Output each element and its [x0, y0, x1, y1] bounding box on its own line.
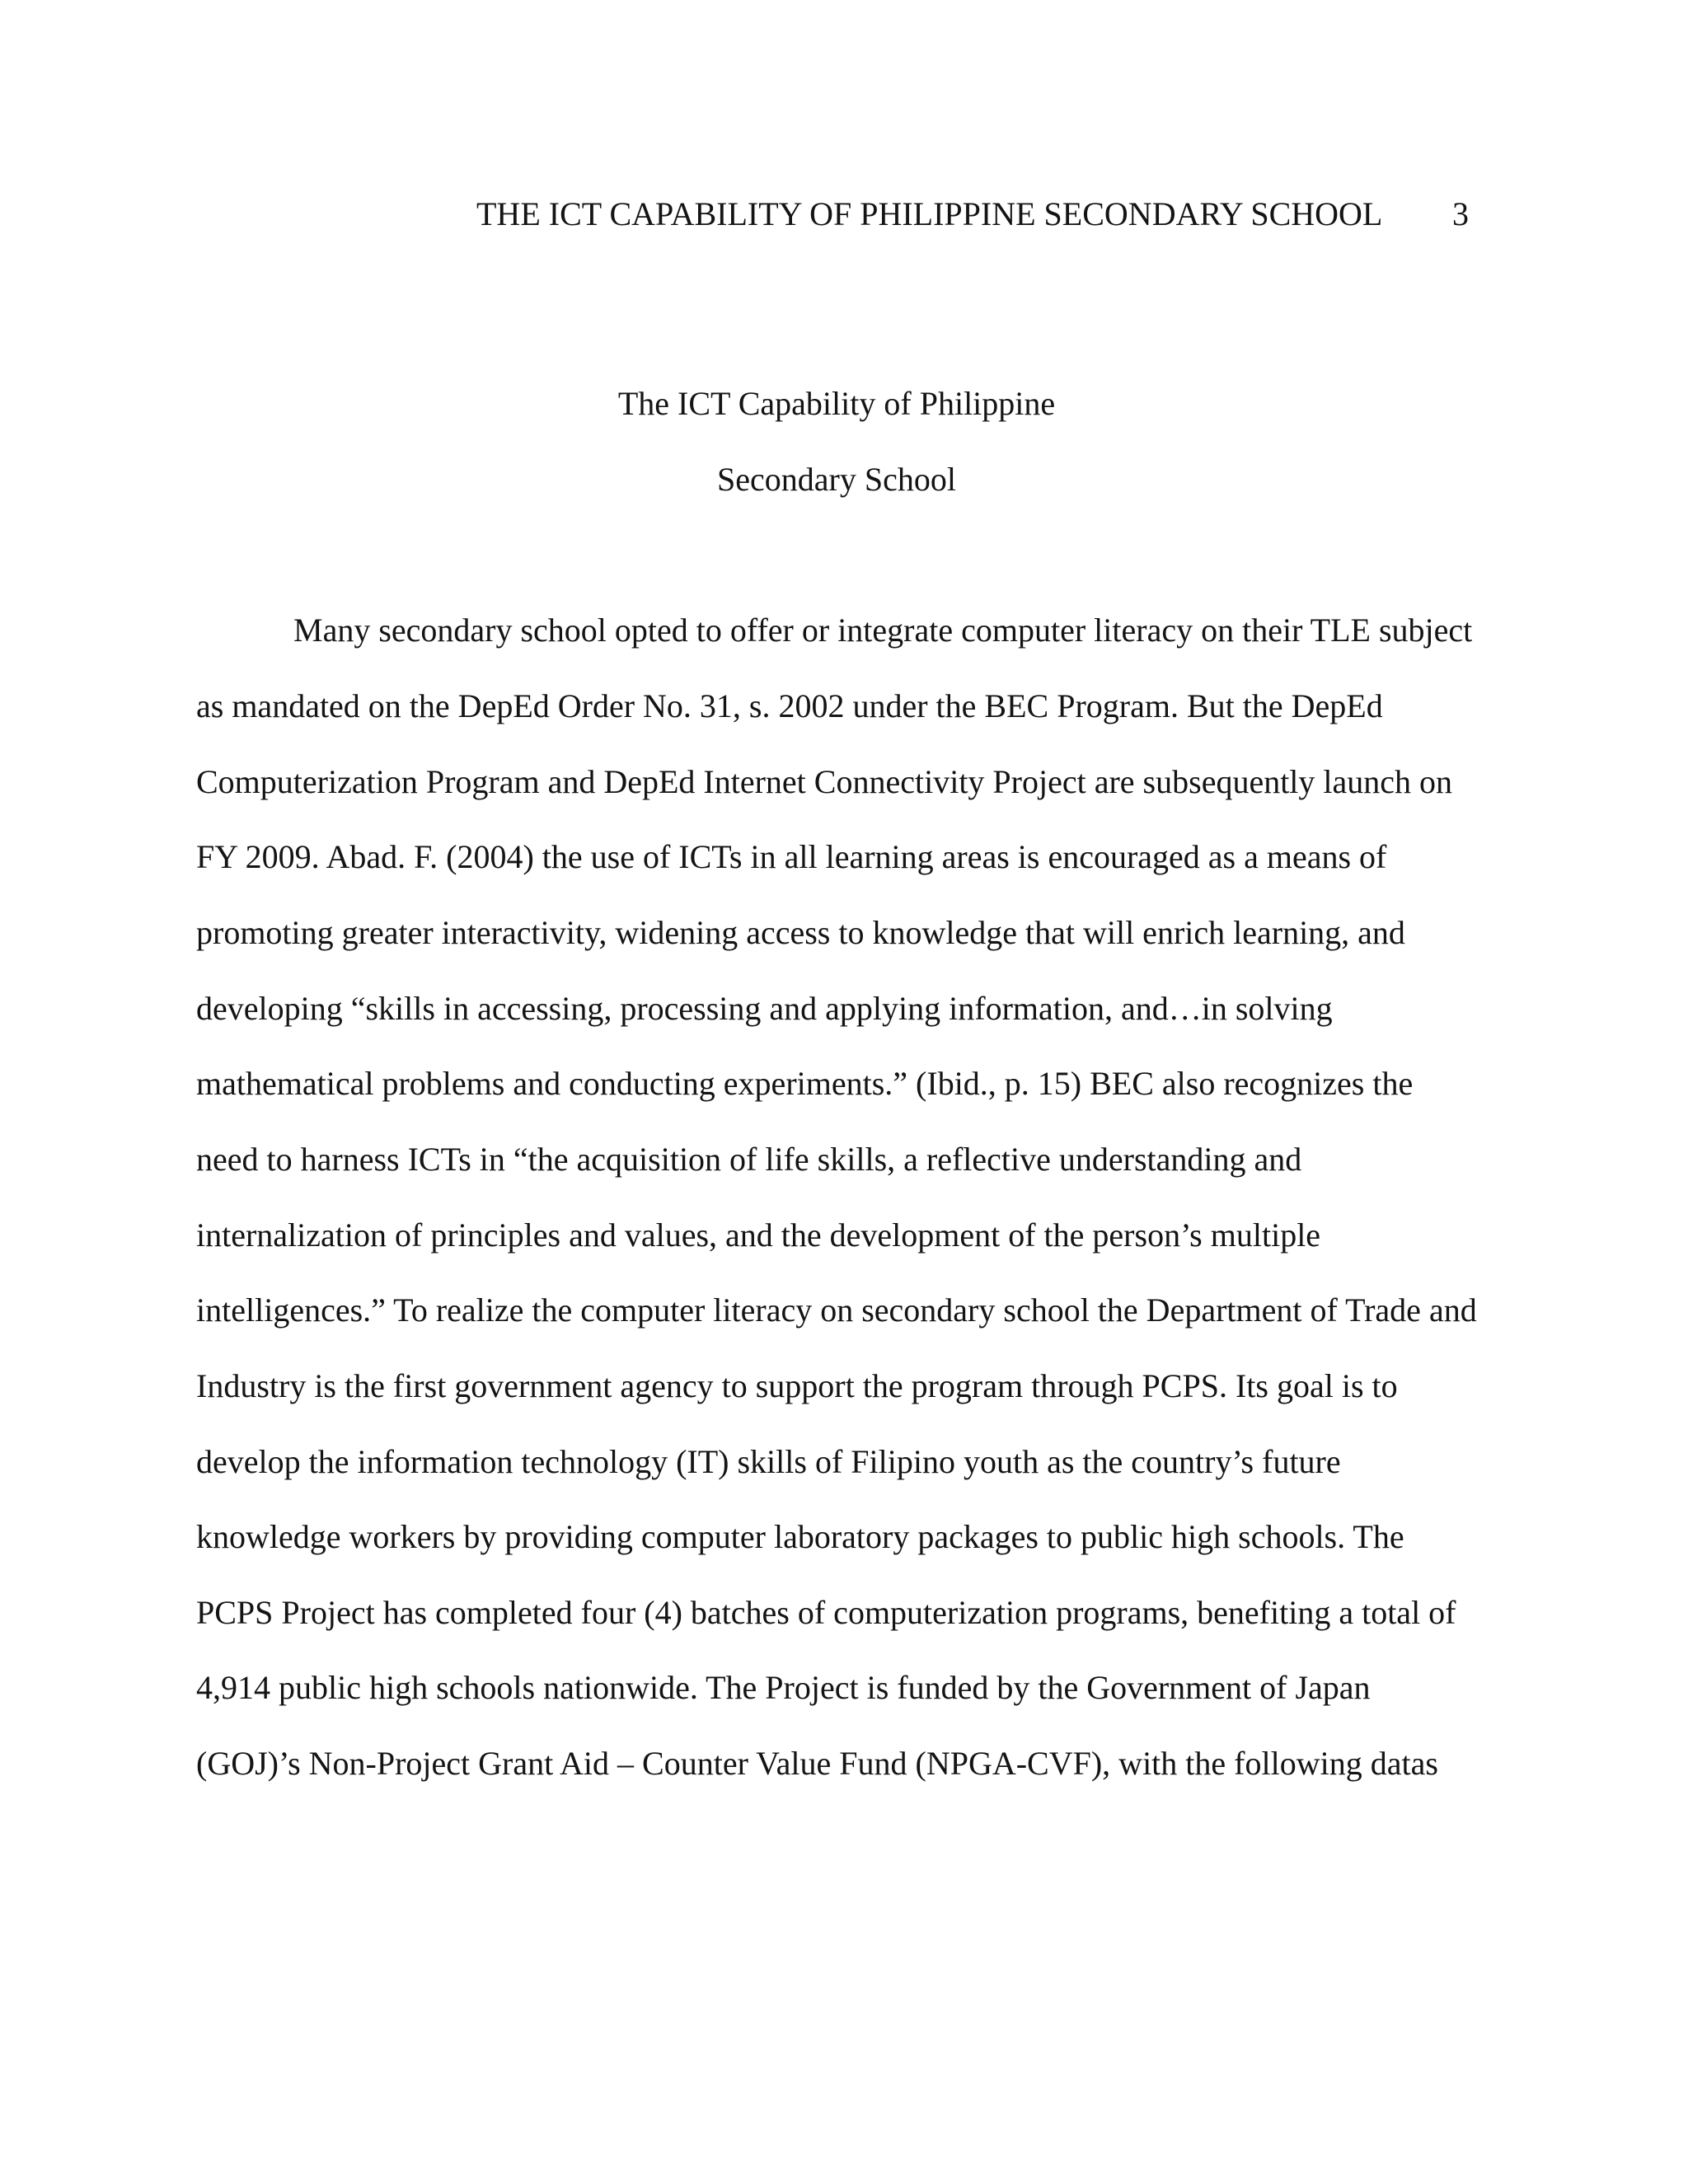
body-line: Industry is the first government agency to support the program through PCPS. Its goal is to: [196, 1367, 1398, 1404]
body-line: FY 2009. Abad. F. (2004) the use of ICTs in all learning areas is encouraged as a means of: [196, 838, 1387, 875]
body-line: 4,914 public high schools nationwide. The Project is funded by the Government of Japan: [196, 1669, 1371, 1706]
running-head: THE ICT CAPABILITY OF PHILIPPINE SECONDARY SCHOOL: [476, 195, 1383, 232]
body-line: PCPS Project has completed four (4) batches of computerization programs, benefiting a total of: [196, 1594, 1456, 1631]
paper-title-line-2: Secondary School: [717, 461, 956, 498]
body-line: developing “skills in accessing, processing and applying information, and…in solving: [196, 990, 1333, 1027]
body-line: as mandated on the DepEd Order No. 31, s. 2002 under the BEC Program. But the DepEd: [196, 687, 1383, 724]
body-line: (GOJ)’s Non-Project Grant Aid – Counter Value Fund (NPGA-CVF), with the following datas: [196, 1745, 1438, 1782]
body-line: intelligences.” To realize the computer literacy on secondary school the Department of Trade and: [196, 1291, 1477, 1329]
paper-title-line-1: The ICT Capability of Philippine: [617, 385, 1056, 422]
page-number: 3: [1452, 195, 1469, 232]
body-line: Computerization Program and DepEd Internet Connectivity Project are subsequently launch on: [196, 763, 1453, 800]
body-line: internalization of principles and values, and the development of the person’s multiple: [196, 1216, 1321, 1254]
body-line: knowledge workers by providing computer laboratory packages to public high schools. The: [196, 1518, 1404, 1555]
body-line: need to harness ICTs in “the acquisition of life skills, a reflective understanding and: [196, 1141, 1302, 1178]
body-line: Many secondary school opted to offer or integrate computer literacy on their TLE subject: [293, 612, 1473, 649]
body-line: develop the information technology (IT) skills of Filipino youth as the country’s future: [196, 1443, 1341, 1480]
body-line: mathematical problems and conducting experiments.” (Ibid., p. 15) BEC also recognizes the: [196, 1065, 1414, 1102]
body-line: promoting greater interactivity, widening access to knowledge that will enrich learning, and: [196, 914, 1405, 951]
